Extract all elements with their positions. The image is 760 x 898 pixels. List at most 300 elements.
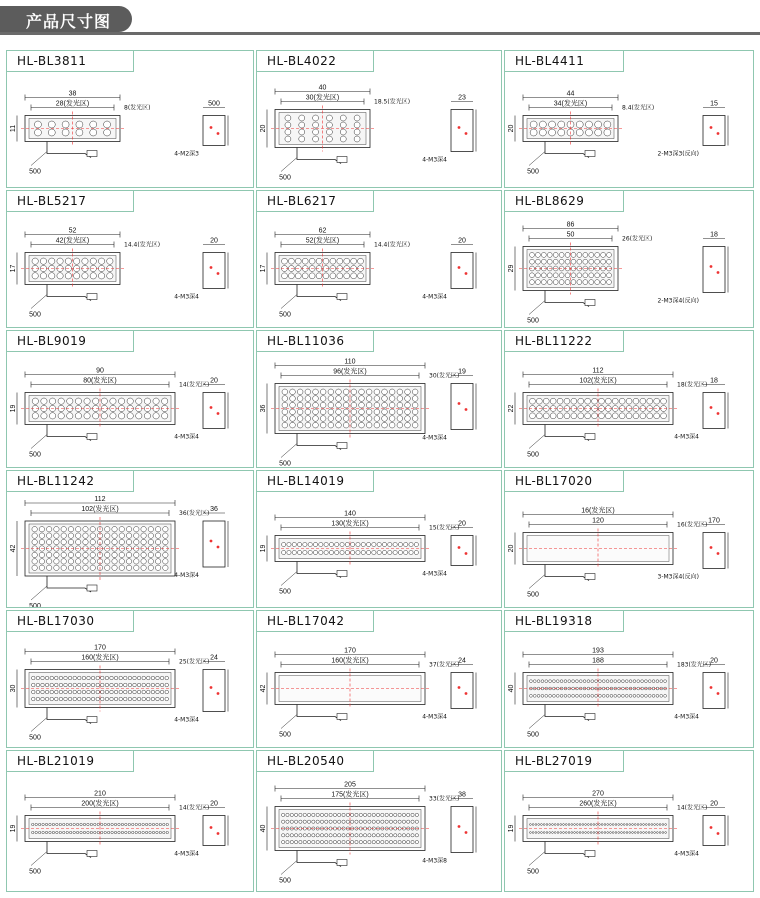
led	[564, 413, 570, 419]
led	[114, 823, 116, 825]
led	[591, 694, 594, 697]
side-width-dim: 15	[710, 100, 718, 108]
led	[412, 422, 418, 428]
led	[282, 542, 286, 546]
led	[398, 550, 402, 554]
front-view	[10, 645, 209, 712]
led	[340, 550, 344, 554]
led	[105, 559, 110, 564]
led	[165, 690, 169, 694]
led	[354, 136, 360, 142]
led	[329, 550, 333, 554]
led	[111, 831, 113, 833]
cable-length-dim: 500	[279, 588, 291, 596]
led	[66, 823, 68, 825]
led	[325, 820, 328, 823]
led	[602, 680, 605, 683]
led	[135, 823, 137, 825]
led	[297, 409, 303, 415]
page-header	[0, 0, 760, 36]
led	[629, 824, 631, 826]
led	[351, 409, 357, 415]
led	[134, 533, 139, 538]
emitting-width-dim: 26(发光区)	[622, 235, 653, 243]
led	[560, 824, 562, 826]
led	[382, 409, 388, 415]
led	[32, 559, 37, 564]
led	[163, 823, 165, 825]
led	[592, 413, 598, 419]
led	[39, 539, 44, 544]
led	[112, 539, 117, 544]
led	[316, 820, 319, 823]
led	[576, 694, 579, 697]
led	[377, 542, 381, 546]
led	[547, 259, 552, 264]
overall-length-dim: 90	[96, 367, 104, 375]
led	[576, 832, 578, 834]
led	[134, 527, 139, 532]
led	[412, 416, 418, 422]
led	[553, 259, 558, 264]
product-card	[6, 330, 254, 468]
product-card	[504, 330, 754, 468]
led	[618, 694, 621, 697]
led	[294, 820, 297, 823]
led	[381, 840, 384, 843]
led	[151, 690, 155, 694]
led	[148, 552, 153, 557]
front-view	[10, 791, 209, 846]
led	[137, 676, 141, 680]
led	[397, 396, 403, 402]
led	[145, 823, 147, 825]
led	[90, 533, 95, 538]
led	[571, 259, 576, 264]
led	[576, 121, 583, 128]
led	[629, 832, 631, 834]
led	[290, 813, 293, 816]
emitting-length-dim: 28(发光区)	[55, 100, 90, 108]
product-card	[256, 470, 502, 608]
led	[32, 258, 38, 264]
led	[32, 565, 37, 570]
led	[68, 683, 72, 687]
front-view	[260, 359, 459, 438]
thread-spec-label: 4-M2深3	[174, 150, 199, 158]
led	[155, 539, 160, 544]
product-model-label: HL-BL6217	[256, 190, 374, 212]
overall-length-dim: 44	[566, 90, 575, 98]
led	[49, 398, 55, 404]
led	[612, 398, 618, 404]
led	[151, 683, 155, 687]
led	[46, 559, 51, 564]
led	[372, 820, 375, 823]
led	[282, 840, 285, 843]
led	[134, 539, 139, 544]
led	[559, 280, 564, 285]
emitting-width-dim: 14(发光区)	[677, 804, 708, 812]
led	[530, 273, 535, 278]
led	[372, 834, 375, 837]
led	[359, 416, 365, 422]
led	[136, 398, 142, 404]
led	[91, 683, 95, 687]
led	[563, 832, 565, 834]
emitting-length-dim: 175(发光区)	[331, 791, 369, 799]
cable	[527, 705, 595, 739]
emitting-length-dim: 160(发光区)	[81, 654, 119, 662]
led	[595, 680, 598, 683]
page-title: 产品尺寸图	[26, 12, 112, 31]
led	[75, 533, 80, 538]
led	[545, 680, 548, 683]
led	[541, 824, 543, 826]
led	[137, 690, 141, 694]
led	[142, 823, 144, 825]
product-card	[504, 750, 754, 892]
led	[34, 129, 41, 136]
led	[68, 690, 72, 694]
emitting-width-dim: 37(发光区)	[429, 661, 460, 669]
overall-length-dim: 112	[94, 496, 106, 503]
led	[141, 527, 146, 532]
front-view	[508, 222, 652, 295]
led	[138, 823, 140, 825]
led	[377, 550, 381, 554]
led	[73, 690, 77, 694]
led	[286, 813, 289, 816]
led	[402, 813, 405, 816]
led	[589, 280, 594, 285]
led	[543, 824, 545, 826]
led	[299, 813, 302, 816]
led	[618, 680, 621, 683]
led	[313, 396, 319, 402]
led	[50, 683, 54, 687]
led	[356, 542, 360, 546]
led	[69, 831, 71, 833]
led	[138, 831, 140, 833]
led	[407, 813, 410, 816]
led	[316, 273, 322, 279]
led	[68, 676, 72, 680]
led	[127, 413, 133, 419]
led	[366, 389, 372, 395]
overall-length-dim: 205	[344, 781, 356, 789]
led	[574, 832, 576, 834]
led	[372, 550, 376, 554]
led	[83, 533, 88, 538]
led	[148, 527, 153, 532]
emitting-width-dim: 14.4(发光区)	[124, 241, 161, 249]
led	[388, 550, 392, 554]
led	[316, 813, 319, 816]
led	[58, 413, 64, 419]
led	[78, 697, 82, 701]
led	[343, 409, 349, 415]
led	[637, 680, 640, 683]
led	[590, 824, 592, 826]
led	[136, 413, 142, 419]
led	[156, 676, 160, 680]
led	[35, 831, 37, 833]
led	[363, 820, 366, 823]
led	[632, 832, 634, 834]
led	[660, 694, 663, 697]
led	[290, 422, 296, 428]
led	[58, 398, 64, 404]
cable-length-dim: 500	[279, 311, 291, 319]
led	[149, 823, 151, 825]
thread-spec-label: 2-M3深4(反向)	[657, 297, 699, 305]
led	[397, 389, 403, 395]
led	[389, 409, 395, 415]
emitting-width-dim: 14(发光区)	[179, 381, 210, 389]
led	[404, 542, 408, 546]
led	[46, 552, 51, 557]
led	[160, 683, 164, 687]
emitting-length-dim: 120	[592, 517, 604, 525]
dimension-drawing	[505, 191, 753, 327]
led	[547, 273, 552, 278]
led	[305, 396, 311, 402]
overall-length-dim: 170	[344, 647, 356, 655]
led	[101, 398, 107, 404]
led	[134, 565, 139, 570]
led	[110, 683, 114, 687]
led	[39, 552, 44, 557]
led	[75, 398, 81, 404]
led	[112, 527, 117, 532]
product-model-label: HL-BL4411	[504, 50, 624, 72]
led	[345, 550, 349, 554]
led	[303, 813, 306, 816]
led	[101, 683, 105, 687]
led	[553, 252, 558, 257]
emitting-length-dim: 102(发光区)	[81, 506, 119, 513]
led	[564, 398, 570, 404]
led	[319, 550, 323, 554]
led	[351, 840, 354, 843]
led	[351, 389, 357, 395]
led	[41, 683, 45, 687]
led	[75, 413, 81, 419]
led	[82, 697, 86, 701]
led	[579, 694, 582, 697]
led	[61, 552, 66, 557]
led	[119, 697, 123, 701]
led	[366, 550, 370, 554]
led	[290, 840, 293, 843]
side-width-dim: 20	[210, 800, 218, 808]
dimension-drawing	[257, 611, 501, 747]
led	[394, 820, 397, 823]
led	[114, 831, 116, 833]
led	[111, 823, 113, 825]
side-width-dim: 18	[710, 231, 718, 239]
thread-spec-label: 4-M3深4	[422, 156, 447, 164]
led	[287, 542, 291, 546]
led	[282, 409, 288, 415]
led	[313, 115, 319, 121]
led	[141, 565, 146, 570]
led	[645, 832, 647, 834]
led	[148, 559, 153, 564]
emitting-length-dim: 160(发光区)	[331, 657, 369, 665]
led	[90, 539, 95, 544]
led	[351, 813, 354, 816]
led	[142, 690, 146, 694]
led	[354, 122, 360, 128]
led	[537, 694, 540, 697]
led	[329, 834, 332, 837]
led	[160, 676, 164, 680]
cable-length-dim: 500	[279, 877, 291, 885]
product-model-label: HL-BL11222	[504, 330, 624, 352]
led	[282, 258, 288, 264]
led	[119, 565, 124, 570]
emitting-width-dim: 8(发光区)	[124, 104, 151, 112]
led	[585, 832, 587, 834]
led	[52, 831, 54, 833]
led	[142, 697, 146, 701]
led	[641, 680, 644, 683]
led	[532, 832, 534, 834]
led	[592, 398, 598, 404]
led	[340, 136, 346, 142]
led	[90, 121, 97, 128]
led	[359, 840, 362, 843]
led	[543, 832, 545, 834]
front-view	[260, 228, 410, 289]
led	[105, 539, 110, 544]
led	[402, 840, 405, 843]
led	[299, 129, 305, 135]
emitting-width-dim: 14.4(发光区)	[374, 241, 411, 249]
led	[535, 824, 537, 826]
led	[402, 820, 405, 823]
led	[84, 413, 90, 419]
led	[282, 416, 288, 422]
led	[560, 694, 563, 697]
led	[98, 258, 104, 264]
led	[114, 697, 118, 701]
led	[619, 398, 625, 404]
led	[345, 542, 349, 546]
led	[388, 542, 392, 546]
led	[151, 697, 155, 701]
led	[133, 676, 137, 680]
led	[288, 258, 294, 264]
led	[101, 697, 105, 701]
led	[641, 694, 644, 697]
led	[333, 813, 336, 816]
product-model-label: HL-BL17042	[256, 610, 374, 632]
led	[326, 115, 332, 121]
led	[73, 697, 77, 701]
led	[141, 559, 146, 564]
led	[564, 694, 567, 697]
led	[645, 680, 648, 683]
led	[552, 832, 554, 834]
led	[41, 413, 47, 419]
led	[549, 824, 551, 826]
led	[286, 840, 289, 843]
product-model-label: HL-BL17020	[504, 470, 624, 492]
led	[382, 396, 388, 402]
led	[590, 832, 592, 834]
led	[633, 680, 636, 683]
led	[546, 832, 548, 834]
dimension-drawing	[257, 751, 501, 891]
led	[612, 832, 614, 834]
led	[541, 832, 543, 834]
led	[75, 552, 80, 557]
led	[313, 422, 319, 428]
led	[381, 813, 384, 816]
led	[292, 542, 296, 546]
led	[101, 413, 107, 419]
led	[105, 690, 109, 694]
led	[389, 840, 392, 843]
height-dim: 20	[508, 124, 515, 133]
led	[324, 550, 328, 554]
led	[299, 834, 302, 837]
led	[54, 552, 59, 557]
led	[329, 840, 332, 843]
led	[65, 258, 71, 264]
emitting-width-dim: 36(发光区)	[179, 510, 210, 517]
led	[579, 680, 582, 683]
led	[124, 676, 128, 680]
led	[316, 840, 319, 843]
led	[45, 831, 47, 833]
thread-spec-label: 4-M3深4	[674, 850, 699, 858]
led	[368, 820, 371, 823]
led	[656, 694, 659, 697]
led	[535, 280, 540, 285]
led	[312, 834, 315, 837]
led	[363, 813, 366, 816]
led	[539, 129, 546, 136]
led	[61, 565, 66, 570]
led	[54, 559, 59, 564]
cable	[279, 705, 347, 739]
led	[73, 823, 75, 825]
led	[41, 676, 45, 680]
led	[565, 273, 570, 278]
led	[389, 834, 392, 837]
led	[599, 680, 602, 683]
led	[39, 565, 44, 570]
led	[294, 813, 297, 816]
led	[374, 409, 380, 415]
led	[105, 533, 110, 538]
overall-length-dim: 40	[318, 84, 327, 92]
led	[329, 813, 332, 816]
led	[148, 533, 153, 538]
led	[346, 840, 349, 843]
cable-length-dim: 500	[29, 311, 41, 319]
overall-length-dim: 110	[344, 358, 356, 366]
led	[142, 831, 144, 833]
led	[83, 565, 88, 570]
led	[50, 676, 54, 680]
led	[398, 820, 401, 823]
led	[46, 533, 51, 538]
